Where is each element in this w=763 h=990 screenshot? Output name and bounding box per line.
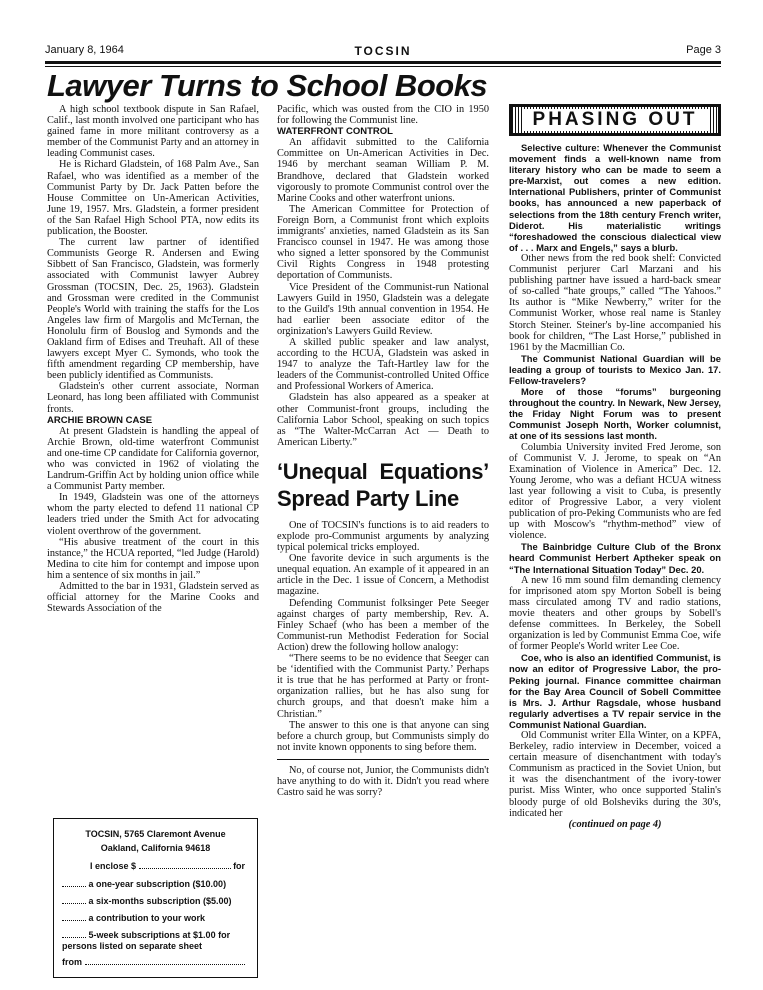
phasing-out-column — [509, 104, 721, 830]
checkbox-line[interactable] — [62, 937, 86, 938]
option-label: a contribution to your work — [88, 913, 206, 923]
paragraph: No, of course not, Junior, the Communists didn't have anything to do with it. Didn't you read where Castro said he was sorry? — [277, 764, 489, 799]
paragraph: In 1949, Gladstein was one of the attorneys whom the party elected to defend 11 national CP leaders tried under the Smith Act for advocating violent overthrow of the government. — [47, 492, 259, 537]
page-number: Page 3 — [686, 44, 721, 56]
option-six-months[interactable] — [62, 896, 249, 906]
section-banner — [509, 104, 721, 136]
paragraph: One favorite device in such arguments is the unequal equation. An example of it appeared in an article in the Dec. 1 issue of Concern, a Methodist magazine. — [277, 553, 489, 598]
paragraph: Pacific, which was ousted from the CIO in 1950 for following the Communist line. — [277, 104, 489, 127]
issue-date: January 8, 1964 — [45, 44, 124, 56]
option-label: 5-week subscriptions at $1.00 for persons listed on separate sheet — [62, 930, 231, 951]
enclose-line — [90, 861, 249, 871]
from-label: from — [62, 957, 82, 967]
continued-note: (continued on page 4) — [568, 818, 662, 830]
paragraph: Gladstein's other current associate, Norman Leonard, has long been affiliated with Communist fronts. — [47, 381, 259, 415]
masthead — [45, 44, 721, 60]
paragraph: “There seems to be no evidence that Seeger can be ‘identified with the Communist Party.’ Perhaps it is true that he has performed at Party or front-organization rallies, but he has also sung for church groups, and that doesn't make him a Christian.” — [277, 653, 489, 720]
paragraph: Gladstein has also appeared as a speaker at other Communist-front groups, including the California Labor School, speaking on such topics as “The Walter-McCarran Act — Death to American Liberty.” — [277, 392, 489, 448]
main-headline: Lawyer Turns to School Books — [47, 68, 488, 103]
paragraph: “His abusive treatment of the court in this instance,” the HCUA reported, “led Judge (Harold) Medina to cite him for contempt and impose upon him a sentence of six months in jail.” — [47, 536, 259, 581]
paragraph: Admitted to the bar in 1931, Gladstein served as official attorney for the Marine Cooks and Stewards Association of the — [47, 581, 259, 615]
section-headline: ‘Unequal Equations’ Spread Party Line — [277, 458, 489, 511]
paragraph: Vice President of the Communist-run National Lawyers Guild in 1950, Gladstein was a delegate to the Guild's 19th annual convention in 1954. He had earlier been associate editor of the orginization's Lawyers Guild Review. — [277, 281, 489, 337]
paragraph: Other news from the red book shelf: Convicted Communist perjurer Carl Marzani and his publishing partner have issued a hard-back smear of so-called “hate groups,” called “The Yahoos.” Its author is “Mike Newberry,” writer for the Communist Worker, whose real name is Stanley Storch Steiner. Steiner's by-line accompanied his book for children, “The Last Horse,” published in 1961 by the Macmillian Co. — [509, 252, 721, 353]
option-label: a one-year subscription ($10.00) — [88, 879, 227, 889]
paragraph: A high school textbook dispute in San Rafael, Calif., last month involved one participant who has gained fame in more militant controversy as a member of the Communist Party and an attorney in leading Communist cases. — [47, 104, 259, 160]
paragraph: One of TOCSIN's functions is to aid readers to explode pro-Communist arguments by analyzing typical polemical tricks employed. — [277, 519, 489, 554]
checkbox-line[interactable] — [62, 920, 86, 921]
bold-item: The Communist National Guardian will be leading a group of tourists to Mexico Jan. 17. Fellow-travelers? — [509, 352, 721, 386]
option-one-year[interactable] — [62, 879, 249, 889]
enclose-for: for — [233, 861, 246, 871]
paragraph: The American Committee for Protection of Foreign Born, a Communist front which exploits immigrants' anxieties, named Gladstein as its San Francisco counsel in 1947. He was among those who signed a letter sponsored by the Communist Civil Rights Congress in 1948 protesting deportation of Communists. — [277, 203, 489, 282]
amount-field[interactable] — [139, 868, 231, 869]
bold-item: More of those “forums” burgeoning throughout the country. In Newark, New Jersey, the Friday Night Forum was to present Communist Joseph North, Worker columnist, at one of its sessions last month. — [509, 386, 721, 442]
paragraph: At present Gladstein is handling the appeal of Archie Brown, old-time waterfront Communist and one-time CP candidate for California governor, who was convicted in 1962 of violating the Landrum-Griffin Act by holding union office while a Communist Party member. — [47, 425, 259, 493]
form-address-2: Oakland, California 94618 — [100, 843, 211, 853]
bold-item: The Bainbridge Culture Club of the Bronx heard Communist Herbert Aptheker speak on “The International Situation Today” Dec. 20. — [509, 541, 721, 575]
bold-item: Selective culture: Whenever the Communist movement finds a well-known name from literary history who can be made to seem a pre-Marxist, out comes a new edition. International Publishers, printer of Communist books, has announced a new paperback of selections from the 18th century French writer, Diderot. His materialistic writings “foreshadowed the conscious dialectical view of . . . Marx and Engels,” says a blurb. — [509, 142, 721, 253]
article-column-2 — [277, 104, 489, 798]
subscription-form — [53, 818, 258, 978]
form-address-1: TOCSIN, 5765 Claremont Avenue — [85, 829, 226, 839]
paragraph: The current law partner of identified Communists George R. Andersen and Ewing Sibbett of San Francisco, Gladstein, was formerly associated with Communist lawyer Aubrey Grossman (TOCSIN, Dec. 25, 1963). Gladstein and Grossman were credited in the Communist People's World with training the staffs for the Los Angeles law firm of Margolis and McTernan, the Honolulu firm of Bouslog and Symonds and the Oakland firm of Edises and Treuhaft. All of these lawyers except Myer C. Symonds, who took the fifth amendment regarding CP membership, have been publicly identified as Communists. — [47, 237, 259, 382]
enclose-label: I enclose $ — [90, 861, 137, 871]
from-field[interactable] — [85, 964, 245, 965]
paragraph: Defending Communist folksinger Pete Seeger against charges of party membership, Rev. A. Finley Schaef (who has been a member of the Communist-run Methodist Federation for Social Action) drew the following hollow analogy: — [277, 597, 489, 653]
paragraph: Old Communist writer Ella Winter, on a KPFA, Berkeley, radio interview in December, voiced a certain measure of disenchantment with today's Communism as practiced in the Soviet Union, but it was the disenchantment of the ivory-tower purist. Miss Winter, who once supported Stalin's bloody purge of old Bolsheviks during the 30's, indicated her — [509, 729, 721, 819]
bold-item: Coe, who is also an identified Communist, is now an editor of Progressive Labor, the pro-Peking journal. Finance committee chairman for the Bay Area Council of Sobell Committee is Mrs. J. Arthur Ragsdale, whose husband regularly advertises a TV repair service in the Communist National Guardian. — [509, 652, 721, 730]
checkbox-line[interactable] — [62, 886, 86, 887]
subheading: ARCHIE BROWN CASE — [47, 414, 153, 426]
option-five-week[interactable] — [62, 930, 249, 952]
paragraph: Columbia University invited Fred Jerome, son of Communist V. J. Jerome, to speak on “An Examination of Violence in America” Dec. 12. Young Jerome, who was a defiant HCUA witness last year following a visit to Cuba, is presently editor of Progressive Labor, a very violent publication of pro-Peking Communists who are fed up with Moscow's “rhythm-method” view of violence. — [509, 441, 721, 542]
divider — [277, 759, 489, 760]
paragraph: He is Richard Gladstein, of 168 Palm Ave., San Rafael, who was identified as a member of the Communist Party by Dr. Jack Patten before the House Committee on Un-American Activities, June 19, 1957. Mrs. Gladstein, a former president of the San Rafael High School PTA, now edits its publication, the Booster. — [47, 159, 259, 238]
paragraph: A new 16 mm sound film demanding clemency for imprisoned atom spy Morton Sobell is being mass circulated among TV and radio stations, movie theaters and other groups by Sobell's defense committees. In Berkeley, the Sobell organization is led by Communist Emma Coe, wife of former People's World writer Lee Coe. — [509, 574, 721, 653]
paragraph: The answer to this one is that anyone can sing before a church group, but Communists simply do not invite known opponents to sing before them. — [277, 719, 489, 753]
newspaper-name: TOCSIN — [354, 44, 412, 58]
checkbox-line[interactable] — [62, 903, 86, 904]
subheading: WATERFRONT CONTROL — [277, 126, 393, 138]
option-label: a six-months subscription ($5.00) — [88, 896, 232, 906]
masthead-rule — [45, 61, 721, 64]
from-line — [62, 957, 249, 967]
paragraph: A skilled public speaker and law analyst, according to the HCUA, Gladstein was asked in 1947 to analyze the Taft-Hartley law for the leaders of the Communist-controlled United Office and Professional Workers of America. — [277, 336, 489, 393]
article-column-1 — [47, 104, 259, 614]
banner-title: PHASING OUT — [522, 109, 708, 131]
option-contribution[interactable] — [62, 913, 249, 923]
paragraph: An affidavit submitted to the California Committee on Un-American Activities in Dec. 1946 by merchant seaman William P. M. Brandhove, declared that Gladstein worked vigorously to promote Communist control over the Marine Cooks and other waterfront unions. — [277, 137, 489, 204]
